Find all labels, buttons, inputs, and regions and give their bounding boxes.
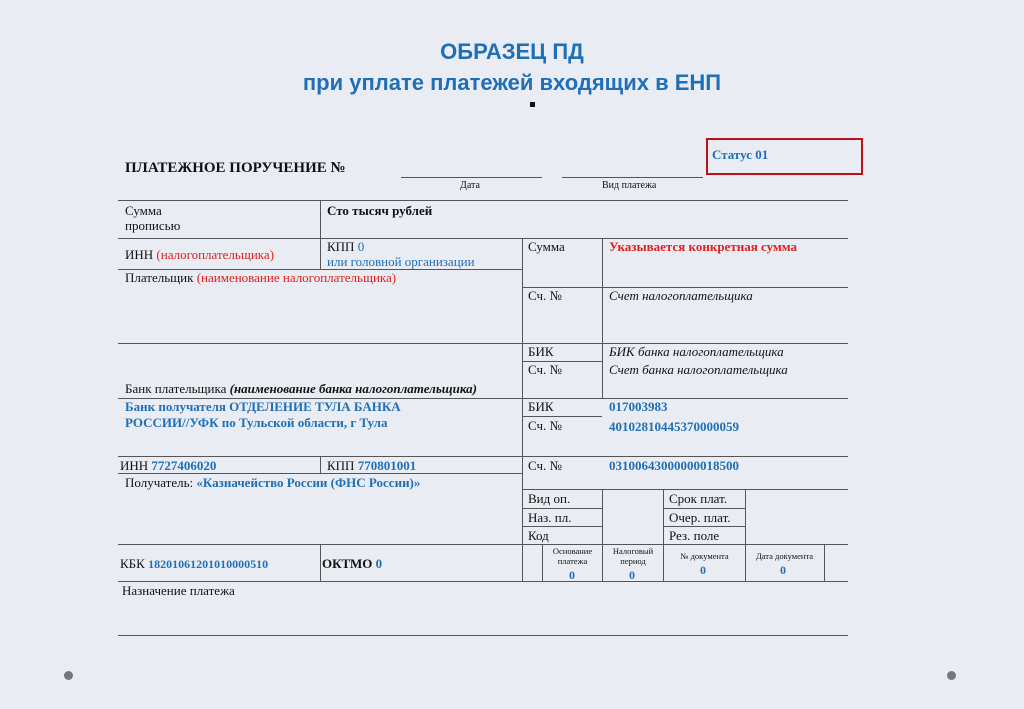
bullet-marker [530,102,535,107]
grid-line [118,456,848,457]
grid-line [602,238,603,398]
op-type-label: Вид оп. [528,491,571,506]
grid-line [663,508,745,509]
purpose-label: Назначение платежа [122,583,235,598]
grid-line [522,238,523,581]
sum-words-label-1: Сумма [125,203,162,218]
period-label: Налоговый период [612,546,654,566]
date-caption: Дата [460,180,480,191]
recipient-kpp-field [327,458,416,474]
payer-note: (наименование налогоплательщика) [196,270,397,285]
form-heading: ПЛАТЕЖНОЕ ПОРУЧЕНИЕ № [125,160,346,176]
recipient-inn-value: 7727406020 [151,458,217,473]
slide-handle-right [947,671,956,680]
payer-bank-bik-value: БИК банка налогоплательщика [609,344,784,359]
recipient-field [125,475,420,491]
kpp-label: КПП [327,239,355,254]
inn-field [125,247,274,263]
grid-line [320,456,321,474]
recipient-account-label: Сч. № [528,458,562,473]
recipient-account-value: 03100643000000018500 [609,458,739,473]
kbk-field [120,556,268,572]
recipient-inn-field [120,458,216,474]
code-label: Код [528,528,549,543]
payer-bank-account-value: Счет банка налогоплательщика [609,362,788,377]
doc-date-value: 0 [780,563,786,577]
grid-line [320,544,321,581]
recipient-name: «Казначейство России (ФНС России)» [196,475,421,490]
grid-line [118,581,848,582]
recipient-bank-account-label: Сч. № [528,418,562,433]
recipient-inn-label: ИНН [120,458,149,473]
doc-date-label: Дата документа [755,551,814,561]
inn-note: (налогоплательщика) [156,247,275,262]
oktmo-value: 0 [375,556,383,571]
sum-value: Указывается конкретная сумма [609,239,798,254]
recipient-kpp-label: КПП [327,458,355,473]
grid-line [118,635,848,636]
recipient-bank-line2: РОССИИ//УФК по Тульской области, г Тула [125,415,388,430]
payer-account-value: Счет налогоплательщика [609,288,753,303]
grid-line [522,508,602,509]
period-value: 0 [629,568,635,582]
doc-num-value: 0 [700,563,706,577]
slide-handle-left [64,671,73,680]
recipient-bank-line1: Банк получателя ОТДЕЛЕНИЕ ТУЛА БАНКА [125,399,401,414]
kpp-note: или головной организации [327,254,475,269]
grid-line [522,416,602,417]
recipient-bik-value: 017003983 [609,399,668,414]
payer-account-label: Сч. № [528,288,562,303]
page-subtitle: при уплате платежей входящих в ЕНП [302,70,722,95]
grid-line [663,526,745,527]
oktmo-field [322,556,382,572]
payer-bik-label: БИК [528,344,554,359]
oktmo-label: ОКТМО [322,556,373,571]
page-title: ОБРАЗЕЦ ПД [440,39,584,64]
recipient-label: Получатель: [125,475,194,490]
pay-term-label: Срок плат. [669,491,728,506]
kpp-field [327,239,364,255]
payer-bank-field [125,381,477,397]
sum-words-label-2: прописью [125,218,181,233]
grid-line [542,544,543,581]
sum-label: Сумма [528,239,565,254]
grid-line [118,200,848,201]
payer-bank-account-label: Сч. № [528,362,562,377]
sum-words-value: Сто тысяч рублей [327,203,433,218]
status-field: Статус 01 [712,147,769,162]
order-label: Очер. плат. [669,510,731,525]
grid-line [824,544,825,581]
payer-field [125,270,396,286]
payer-bank-note: (наименование банка налогоплательщика) [229,381,477,396]
doc-num-label: № документа [680,551,729,561]
purpose-code-label: Наз. пл. [528,510,572,525]
grid-line [745,489,746,581]
recipient-kpp-value: 770801001 [357,458,417,473]
reserve-label: Рез. поле [669,528,720,543]
grid-line [118,544,848,545]
payer-label: Плательщик [125,270,194,285]
grid-line [522,526,602,527]
recipient-bank-account-value: 40102810445370000059 [609,419,739,434]
grid-line [602,489,603,581]
basis-value: 0 [569,568,575,582]
kbk-value: 18201061201010000510 [148,557,269,571]
kbk-label: КБК [120,556,145,571]
payer-bank-label: Банк плательщика [125,381,227,396]
payment-type-caption: Вид платежа [602,180,657,191]
grid-line [663,489,664,581]
kpp-value: 0 [357,239,365,254]
basis-label: Основание платежа [552,546,593,566]
recipient-bik-label: БИК [528,399,554,414]
grid-line [522,489,848,490]
inn-label: ИНН [125,247,154,262]
grid-line [320,200,321,270]
